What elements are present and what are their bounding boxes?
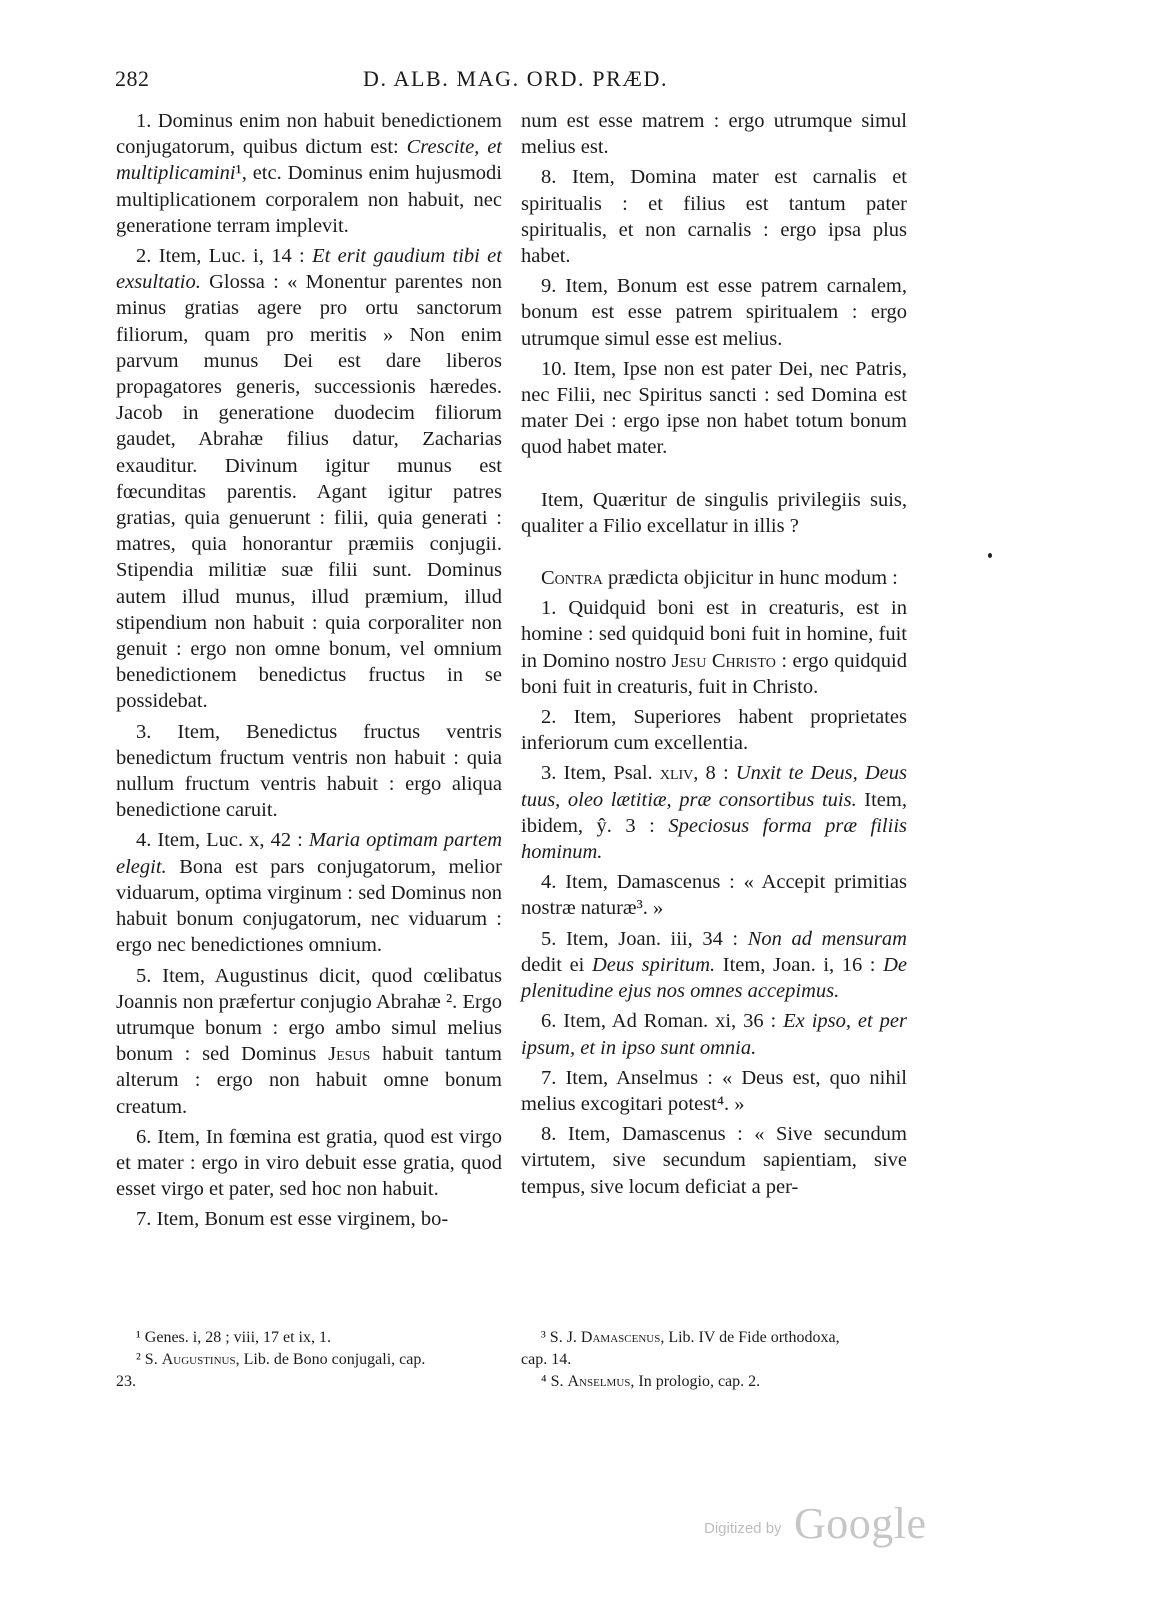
contra-item-8: 8. Item, Damascenus : « Sive secundum virtutem, sive secundum sapientiam, sive tempus, sive locum deficiat a per- [521, 1123, 907, 1198]
footnotes-right [521, 1327, 913, 1393]
ink-speck [988, 553, 992, 558]
paragraph-4: 4. Item, Luc. x, 42 : Maria optimam partem elegit. Bona est pars conjugatorum, melior viduarum, optima virginum : sed Dominus non habuit bonum conjugatorum, nec viduarum : ergo nec benedictiones omnium. [116, 829, 503, 957]
paragraph-continuation: num est esse matrem : ergo utrumque simul melius est. [521, 110, 907, 159]
footnote-3: ³ S. J. Damascenus, Lib. IV de Fide orthodoxa, [541, 1329, 840, 1346]
contra-item-6: 6. Item, Ad Roman. xi, 36 : Ex ipso, et per ipsum, et in ipso sunt omnia. [521, 1010, 907, 1059]
footnote-2: ² S. Augustinus, Lib. de Bono conjugali, cap. [136, 1351, 426, 1368]
footnote-4: ⁴ S. Anselmus, In prologio, cap. 2. [541, 1373, 761, 1390]
left-text-column [116, 108, 502, 1237]
contra-item-7: 7. Item, Anselmus : « Deus est, quo nihil melius excogitari potest⁴. » [521, 1066, 907, 1115]
footnotes-left [116, 1327, 502, 1393]
paragraph-1: 1. Dominus enim non habuit benedictionem conjugatorum, quibus dictum est: Crescite, et multiplicamini¹, etc. Dominus enim hujusmodi multiplicationem corporalem non habuit, nec generatione terram implevit. [116, 110, 502, 237]
paragraph-9: 9. Item, Bonum est esse patrem carnalem, bonum est esse patrem spiritualem : ergo utrumque simul esse est melius. [521, 275, 907, 350]
footnote-3-continuation: cap. 14. [521, 1351, 572, 1368]
watermark-caption: Digitized by [704, 1520, 782, 1537]
contra-item-2: 2. Item, Superiores habent proprietates inferiorum cum excellentia. [521, 706, 907, 755]
paragraph-6: 6. Item, In fœmina est gratia, quod est virgo et mater : ergo in viro debuit esse gratia, quod esset virgo et pater, sed hoc non habuit. [116, 1125, 502, 1201]
contra-item-3: 3. Item, Psal. xliv, 8 : Unxit te Deus, Deus tuus, oleo lætitiæ, præ consortibus tuis. Item, ibidem, ŷ. 3 : Speciosus forma præ filiis hominum. [521, 762, 907, 864]
contra-item-4: 4. Item, Damascenus : « Accepit primitias nostræ naturæ³. » [521, 871, 907, 920]
paragraph-7: 7. Item, Bonum est esse virginem, bo- [136, 1208, 449, 1231]
footnote-2-continuation: 23. [116, 1373, 136, 1390]
running-title: D. ALB. MAG. ORD. PRÆD. [363, 66, 669, 91]
paragraph-10: 10. Item, Ipse non est pater Dei, nec Patris, nec Filii, nec Spiritus sancti : sed Domina est mater Dei : ergo ipse non habet totum bonum quod habet mater. [521, 357, 907, 459]
contra-item-5: 5. Item, Joan. iii, 34 : Non ad mensuram dedit ei Deus spiritum. Item, Joan. i, 16 : De plenitudine ejus nos omnes accepimus. [521, 927, 907, 1003]
paragraph-2: 2. Item, Luc. i, 14 : Et erit gaudium tibi et exsultatio. Glossa : « Monentur parentes non minus gratias agere pro ortu sanctorum filiorum, quam pro meritis » Non enim parvum munus Dei est dare liberos propagatores generis, successionis hæredes. Jacob in generatione duodecim filiorum gaudet, Abrahæ filius datur, Zacharias exauditur. Divinum igitur munus est fœcunditas parentis. Agant igitur patres gratias, quia genuerunt : filii, quia generati : matres, quia honorantur præmiis conjugii. Stipendia militiæ suæ filii sunt. Dominus autem illud munus, illud præmium, illud stipendium non habuit : quia corporaliter non genuit : ergo non omne bonum, vel omnium benedictionem benedictus fructus in se possidebat. [116, 245, 502, 713]
digitized-watermark [700, 1500, 940, 1550]
paragraph-8: 8. Item, Domina mater est carnalis et spiritualis : et filius est tantum pater spiritualis, et non carnalis : ergo ipsa plus habet. [521, 166, 907, 268]
question-paragraph: Item, Quæritur de singulis privilegiis suis, qualiter a Filio excellatur in illis ? [521, 488, 907, 537]
right-text-column [521, 108, 907, 1204]
page-header [115, 66, 915, 96]
footnote-1: ¹ Genes. i, 28 ; viii, 17 et ix, 1. [136, 1329, 331, 1346]
paragraph-5: 5. Item, Augustinus dicit, quod cœlibatus Joannis non præfertur conjugio Abrahæ ². Ergo utrumque bonum : ergo ambo simul melius bonum : sed Dominus Jesus habuit tantum alterum : ergo non habuit omne bonum creatum. [116, 964, 502, 1118]
google-logo: Google [794, 1499, 927, 1548]
page-number: 282 [115, 66, 150, 91]
contra-paragraph: Contra prædicta objicitur in hunc modum : [541, 567, 898, 590]
paragraph-3: 3. Item, Benedictus fructus ventris benedictum fructum ventris non habuit : quia nullum fructum ventris habuit : ergo aliqua benedictione caruit. [116, 720, 502, 822]
contra-item-1: 1. Quidquid boni est in creaturis, est in homine : sed quidquid boni fuit in homine, fuit in Domino nostro Jesu Christo : ergo quidquid boni fuit in creaturis, fuit in Christo. [521, 597, 907, 698]
